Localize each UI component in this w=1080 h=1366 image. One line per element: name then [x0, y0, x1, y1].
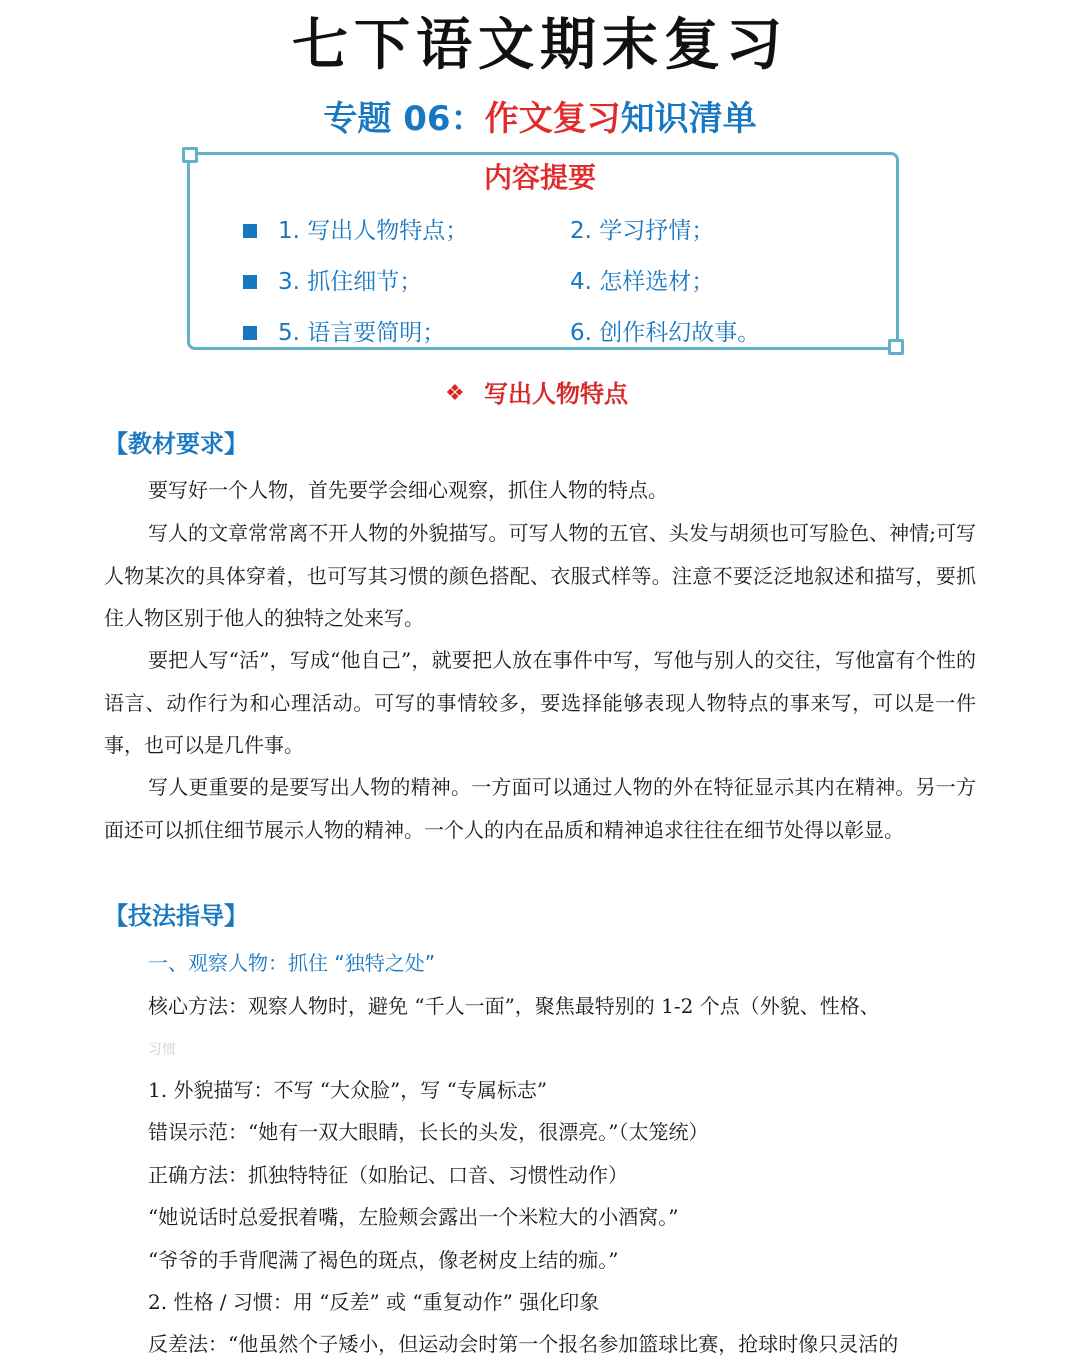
technique-line-4: “她说话时总爱抿着嘴，左脸颊会露出一个米粒大的小酒窝。”	[148, 1205, 679, 1229]
subtitle-prefix: 专题 06：	[323, 99, 485, 139]
summary-item-6: 6. 创作科幻故事。	[570, 320, 761, 346]
technique-line-2: 错误示范：“她有一双大眼睛，长长的头发，很漂亮。”（太笼统）	[148, 1120, 709, 1144]
textbook-paragraph-4: 写人更重要的是要写出人物的精神。一方面可以通过人物的外在特征显示其内在精神。另一方面还可以抓住细节展示人物的精神。一个人的内在品质和精神追求往往在细节处得以彰显。	[104, 775, 976, 842]
core-method-line: 核心方法：观察人物时，避免 “千人一面”，聚焦最特别的 1-2 个点（外貌、性格、	[148, 994, 880, 1018]
textbook-heading: 【教材要求】	[104, 430, 248, 458]
technique-line-5: “爷爷的手背爬满了褐色的斑点，像老树皮上结的痂。”	[148, 1248, 619, 1272]
technique-line-6: 2. 性格 / 习惯：用 “反差” 或 “重复动作” 强化印象	[148, 1290, 600, 1314]
square-bullet-icon	[243, 275, 257, 289]
summary-item-2: 2. 学习抒情；	[570, 218, 715, 244]
technique-line-3: 正确方法：抓独特特征（如胎记、口音、习惯性动作）	[148, 1163, 628, 1187]
textbook-paragraph-2: 写人的文章常常离不开人物的外貌描写。可写人物的五官、头发与胡须也可写脸色、神情;可写人物某次的具体穿着，也可写其习惯的颜色搭配、衣服式样等。注意不要泛泛地叙述和描写，要抓住人物区别于他人的独特之处来写。	[104, 521, 976, 630]
faint-text-line: 习惯	[148, 1042, 176, 1058]
summary-item-3: 3. 抓住细节；	[278, 269, 423, 295]
summary-item-5: 5. 语言要简明；	[278, 320, 446, 346]
subtitle-suffix: 知识清单	[620, 99, 757, 139]
technique-line-7: 反差法：“他虽然个子矮小，但运动会时第一个报名参加篮球比赛，抢球时像只灵活的	[148, 1332, 899, 1356]
technique-heading: 【技法指导】	[104, 902, 248, 930]
summary-item-4: 4. 怎样选材；	[570, 269, 715, 295]
square-bullet-icon	[243, 224, 257, 238]
technique-subheading: 一、观察人物：抓住 “独特之处”	[148, 951, 436, 975]
summary-item-1: 1. 写出人物特点；	[278, 218, 469, 244]
document-title: 七下语文期末复习	[292, 13, 788, 78]
section-title: 写出人物特点	[484, 380, 628, 408]
textbook-paragraph-1: 要写好一个人物，首先要学会细心观察，抓住人物的特点。	[148, 478, 668, 502]
diamond-icon: ❖	[445, 381, 465, 406]
textbook-paragraph-3: 要把人写“活”，写成“他自己”，就要把人放在事件中写，写他与别人的交往，写他富有个性的语言、动作行为和心理活动。可写的事情较多，要选择能够表现人物特点的事来写，可以是一件事，也可以是几件事。	[104, 648, 976, 757]
subtitle-topic: 作文复习	[484, 99, 621, 139]
summary-title: 内容提要	[483, 161, 596, 194]
topic-subtitle	[0, 94, 1080, 144]
technique-line-1: 1. 外貌描写：不写 “大众脸”，写 “专属标志”	[148, 1078, 548, 1102]
square-bullet-icon	[243, 326, 257, 340]
